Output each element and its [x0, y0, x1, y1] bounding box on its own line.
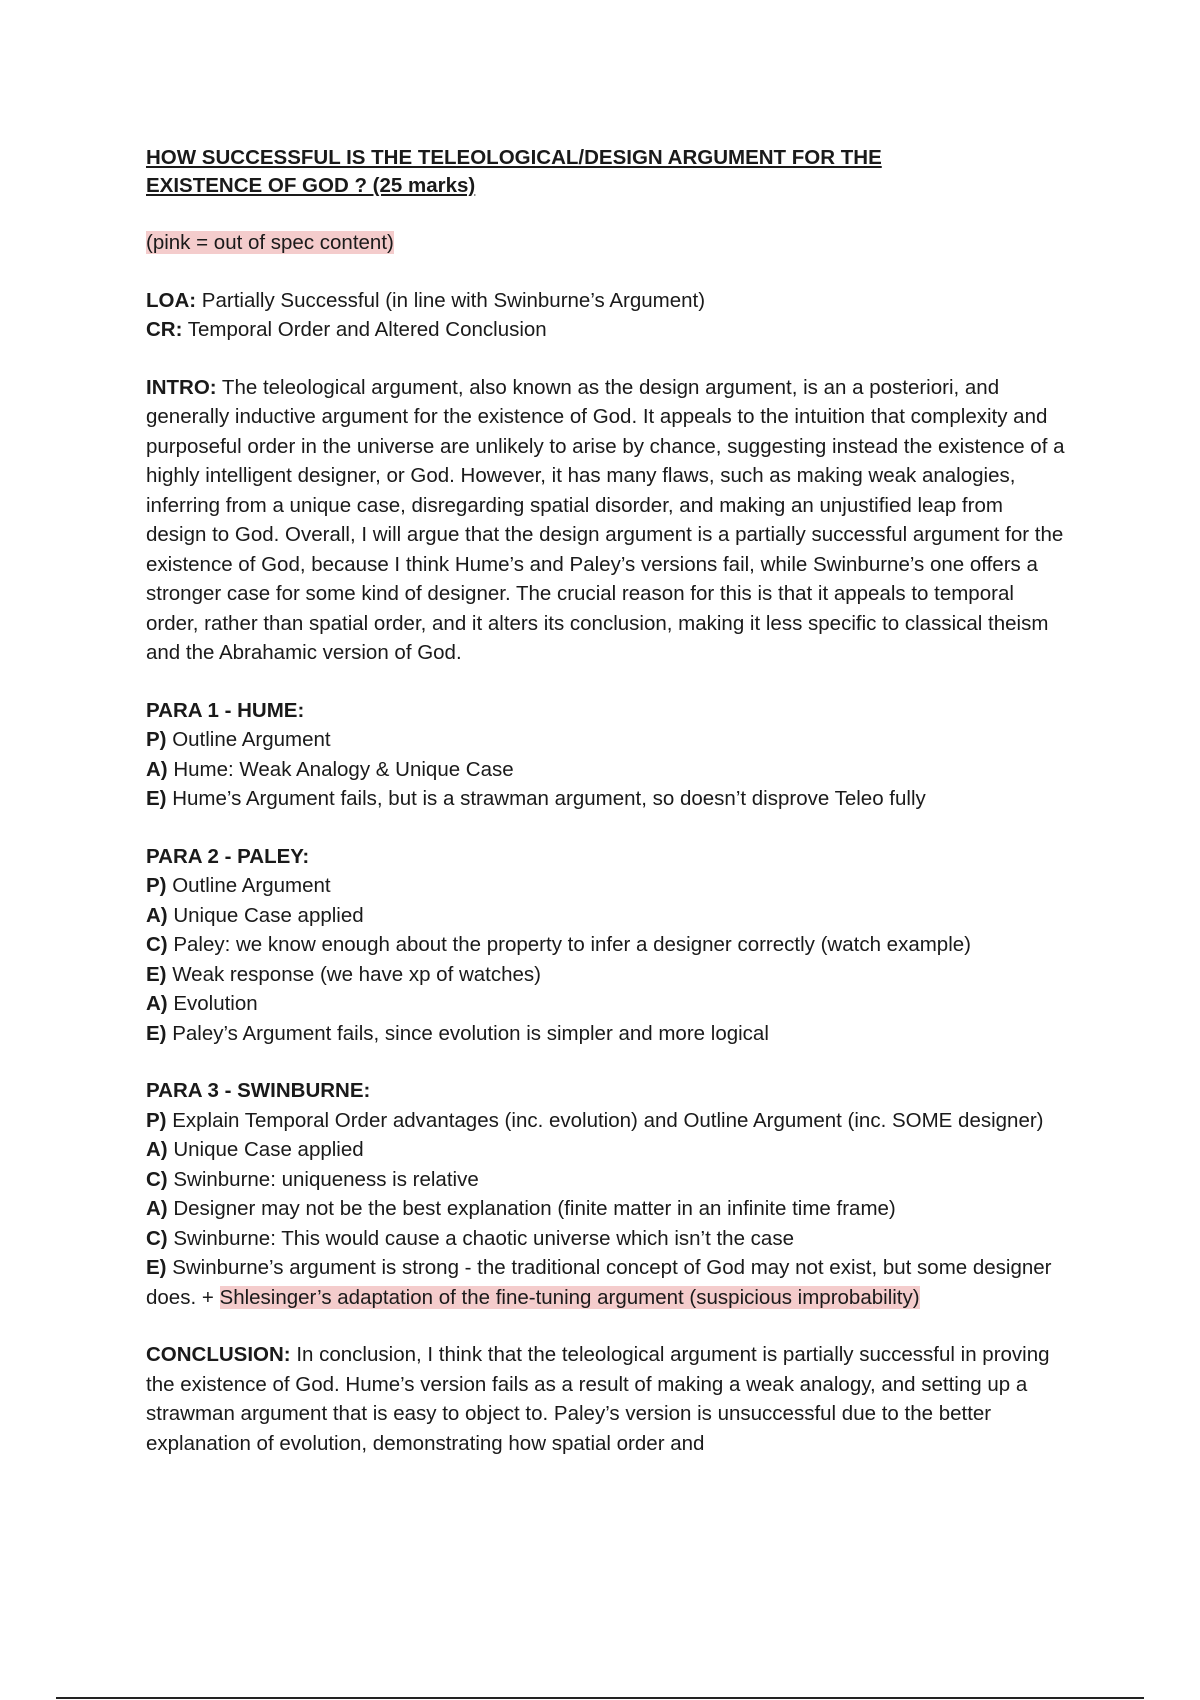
para3-item-label: C) [146, 1167, 168, 1191]
out-of-spec-highlight: Shlesinger’s adaptation of the fine-tuning argument (suspicious improbability) [219, 1285, 920, 1309]
para1-item-label: A) [146, 757, 168, 781]
para2-item-label: E) [146, 962, 167, 986]
cr-text: Temporal Order and Altered Conclusion [182, 318, 547, 341]
para1-heading: PARA 1 - HUME: [146, 698, 305, 722]
document-page [146, 144, 1066, 1458]
loa-line [146, 286, 1066, 316]
para3-item [146, 1224, 1066, 1254]
conclusion-label: CONCLUSION: [146, 1343, 291, 1366]
para2-item-label: P) [146, 874, 167, 897]
para2-item [146, 1019, 1066, 1049]
para3-heading: PARA 3 - SWINBURNE: [146, 1079, 371, 1102]
cr-label: CR: [146, 318, 183, 341]
para3-item-label: A) [146, 1197, 168, 1220]
para1-item-text: Hume: Weak Analogy & Unique Case [167, 757, 514, 781]
loa-label: LOA: [146, 288, 197, 312]
para2-item-text: Paley’s Argument fails, since evolution is simpler and more logical [166, 1021, 769, 1045]
intro-label: INTRO: [146, 375, 217, 399]
para2-item-label: A) [146, 903, 168, 927]
para3-item-text: Explain Temporal Order advantages (inc. evolution) and Outline Argument (inc. SOME designer) [166, 1108, 1044, 1132]
conclusion-paragraph [146, 1340, 1066, 1458]
para2-item [146, 871, 1066, 901]
para1-item [146, 755, 1066, 785]
para3-item [146, 1135, 1066, 1165]
legend-line [146, 228, 1066, 258]
para1-item-text: Outline Argument [166, 728, 331, 751]
legend-highlight: (pink = out of spec content) [146, 231, 394, 254]
cr-line [146, 315, 1066, 345]
essay-title [146, 144, 1066, 200]
para3-item-label: A) [146, 1138, 168, 1161]
para2-item-text: Paley: we know enough about the property to infer a designer correctly (watch example) [167, 933, 971, 956]
para3-item [146, 1165, 1066, 1195]
para3-item-text: Swinburne: uniqueness is relative [167, 1167, 479, 1191]
para2-item-label: A) [146, 992, 168, 1015]
para2-item-label: C) [146, 933, 168, 956]
para1-item [146, 784, 1066, 814]
para2-item [146, 960, 1066, 990]
para3-item-text: Unique Case applied [167, 1138, 364, 1161]
para2-item [146, 901, 1066, 931]
para2-item-text: Evolution [167, 992, 258, 1015]
intro-text: The teleological argument, also known as the design argument, is an a posteriori, and generally inductive argument for the existence of God. It appeals to the intuition that complexity and purposeful order in the universe are unlikely to arise by chance, suggesting instead the existence of a highly intelligent designer, or God. However, it has many flaws, such as making weak analogies, inferring from a unique case, disregarding spatial disorder, and making an unjustified leap from design to God. Overall, I will argue that the design argument is a partially successful argument for the existence of God, because I think Hume’s and Paley’s versions fail, while Swinburne’s one offers a stronger case for some kind of designer. The crucial reason for this is that it appeals to temporal order, rather than spatial order, and it alters its conclusion, making it less specific to classical theism and the Abrahamic version of God. [146, 375, 1065, 664]
para3-item-text: Designer may not be the best explanation (finite matter in an infinite time frame) [167, 1197, 896, 1220]
intro-paragraph [146, 373, 1066, 668]
para3-item [146, 1106, 1066, 1136]
para2-item [146, 930, 1066, 960]
loa-text: Partially Successful (in line with Swinburne’s Argument) [196, 288, 706, 312]
page-bottom-rule [56, 1697, 1144, 1699]
para1-item-label: P) [146, 728, 167, 751]
para3-item-label: E) [146, 1256, 167, 1279]
para2-item-text: Outline Argument [166, 874, 331, 897]
para1-item-text: Hume’s Argument fails, but is a strawman argument, so doesn’t disprove Teleo fully [166, 787, 926, 810]
para3-item-evaluation [146, 1253, 1066, 1312]
para2-item-text: Unique Case applied [167, 903, 364, 927]
para2-item [146, 989, 1066, 1019]
para2-item-text: Weak response (we have xp of watches) [166, 962, 541, 986]
para3-item-label: C) [146, 1226, 168, 1250]
para3-item-text: Swinburne’s argument is strong - the traditional concept of God may not exist, but some designer does. + [146, 1256, 1052, 1309]
para3-item-text: Swinburne: This would cause a chaotic universe which isn’t the case [167, 1226, 794, 1250]
para3-item-label: P) [146, 1108, 167, 1132]
conclusion-text: In conclusion, I think that the teleological argument is partially successful in proving the existence of God. Hume’s version fails as a result of making a weak analogy, and setting up a strawman argument that is easy to object to. Paley’s version is unsuccessful due to the better explanation of evolution, demonstrating how spatial order and [146, 1343, 1050, 1455]
para1-item [146, 725, 1066, 755]
para3-item [146, 1194, 1066, 1224]
para2-item-label: E) [146, 1021, 167, 1045]
essay-title-line-2: EXISTENCE OF GOD ? (25 marks) [146, 174, 476, 197]
essay-title-line-1: HOW SUCCESSFUL IS THE TELEOLOGICAL/DESIGN ARGUMENT FOR THE [146, 146, 882, 169]
para2-heading: PARA 2 - PALEY: [146, 844, 310, 868]
para1-item-label: E) [146, 787, 167, 810]
